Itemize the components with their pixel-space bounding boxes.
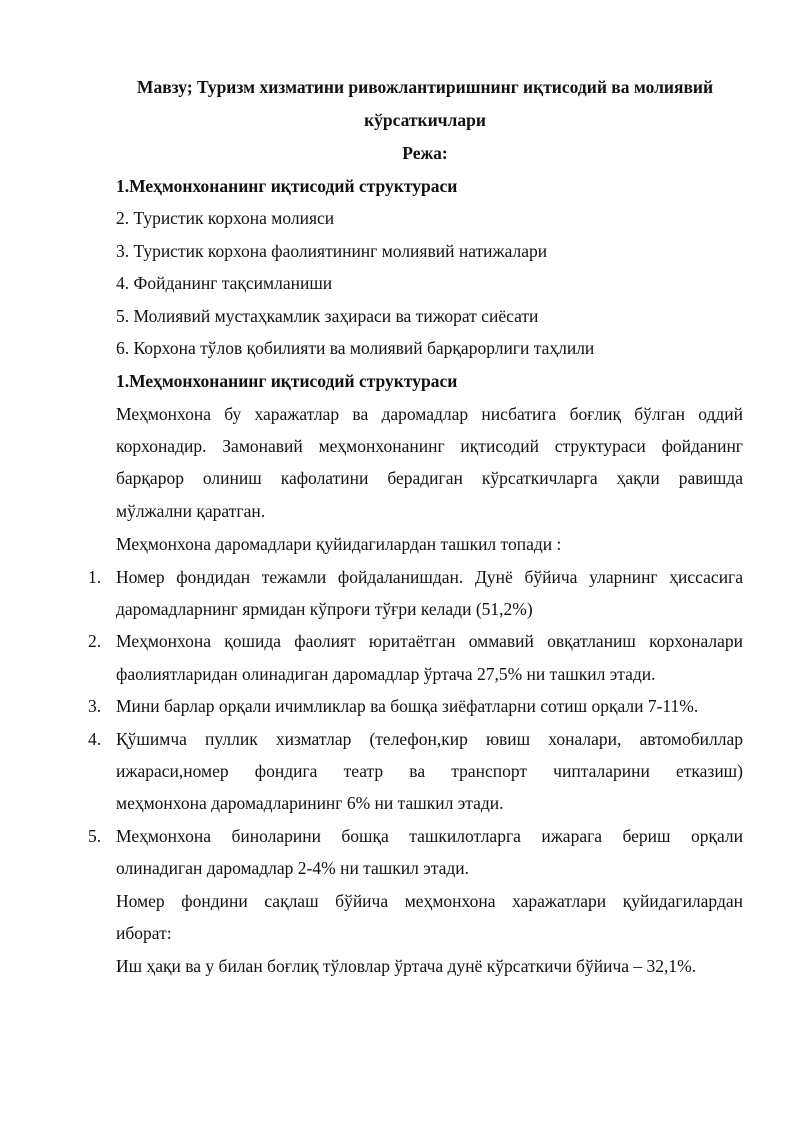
expenses-line: иборат: bbox=[116, 923, 172, 943]
paragraph-line: мўлжални қаратган. bbox=[116, 501, 266, 521]
list-item-line: ижараси,номер фондига театр ва транспорт чипталарини етказиш) bbox=[116, 761, 743, 781]
plan-heading: Режа: bbox=[402, 143, 448, 163]
list-item-line: Номер фондидан тежамли фойдаланишдан. Дунё бўйича уларнинг ҳиссасига bbox=[116, 567, 743, 587]
list-item-line: Меҳмонхона қошида фаолият юритаётган оммавий овқатланиш корхоналари bbox=[116, 631, 743, 651]
paragraph-line: корхонадир. Замонавий меҳмонхонанинг иқтисодий структураси фойданинг bbox=[116, 436, 743, 456]
wage-line: Иш ҳақи ва у билан боғлиқ тўловлар ўртача дунё кўрсаткичи бўйича – 32,1%. bbox=[116, 956, 697, 976]
list-item-line: фаолиятларидан олинадиган даромадлар ўртача 27,5% ни ташкил этади. bbox=[116, 664, 656, 684]
plan-item: 6. Корхона тўлов қобилияти ва молиявий барқарорлиги таҳлили bbox=[116, 338, 595, 358]
plan-item: 3. Туристик корхона фаолиятининг молиявий натижалари bbox=[116, 241, 548, 261]
list-item-line: даромадларнинг ярмидан кўпроғи тўғри келади (51,2%) bbox=[116, 599, 533, 619]
plan-item: 5. Молиявий мустаҳкамлик заҳираси ва тижорат сиёсати bbox=[116, 306, 539, 326]
expenses-line: Номер фондини сақлаш бўйича меҳмонхона харажатлари қуйидагилардан bbox=[116, 891, 743, 911]
plan-item: 2. Туристик корхона молияси bbox=[116, 208, 335, 228]
paragraph-line: Меҳмонхона бу харажатлар ва даромадлар нисбатига боғлиқ бўлган оддий bbox=[116, 404, 743, 424]
list-item-number: 2. bbox=[88, 631, 102, 651]
list-item-line: олинадиган даромадлар 2-4% ни ташкил этади. bbox=[116, 858, 470, 878]
plan-item: 1.Меҳмонхонанинг иқтисодий структураси bbox=[116, 176, 458, 196]
list-item-number: 1. bbox=[88, 567, 102, 587]
list-item-line: Мини барлар орқали ичимликлар ва бошқа зиёфатларни сотиш орқали 7-11%. bbox=[116, 696, 699, 716]
plan-item: 4. Фойданинг тақсимланиши bbox=[116, 273, 333, 293]
document-title-line-2: кўрсаткичлари bbox=[364, 110, 486, 130]
list-item-line: Қўшимча пуллик хизматлар (телефон,кир ювиш хоналари, автомобиллар bbox=[116, 729, 743, 749]
list-item-line: меҳмонхона даромадларининг 6% ни ташкил этади. bbox=[116, 793, 504, 813]
list-item-number: 5. bbox=[88, 826, 102, 846]
section-heading: 1.Меҳмонхонанинг иқтисодий структураси bbox=[116, 371, 458, 391]
list-item-line: Меҳмонхона биноларини бошқа ташкилотларга ижарага бериш орқали bbox=[116, 826, 743, 846]
income-intro: Меҳмонхона даромадлари қуйидагилардан ташкил топади : bbox=[116, 534, 562, 554]
document-title-line-1: Мавзу; Туризм хизматини ривожлантиришнинг иқтисодий ва молиявий bbox=[136, 77, 714, 97]
paragraph-line: барқарор олиниш кафолатини берадиган кўрсаткичларга ҳақли равишда bbox=[116, 468, 743, 488]
list-item-number: 4. bbox=[88, 729, 102, 749]
list-item-number: 3. bbox=[88, 696, 102, 716]
